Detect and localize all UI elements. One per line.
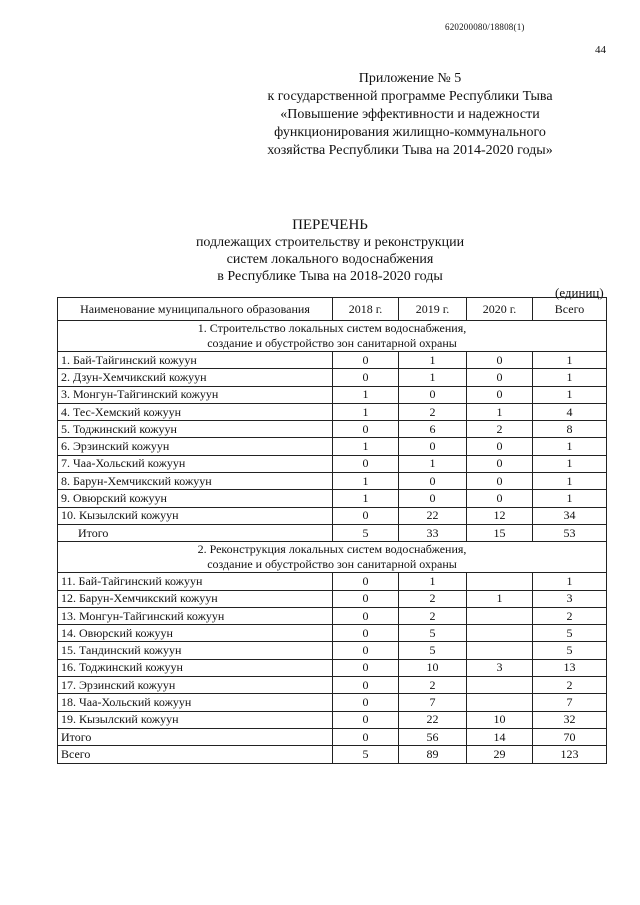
value-2019: 0 — [399, 490, 467, 507]
value-2020 — [467, 625, 533, 642]
table-row — [58, 455, 607, 472]
header-2019: 2019 г. — [399, 298, 467, 321]
grand-total-row — [58, 746, 607, 763]
value-2019: 2 — [399, 590, 467, 607]
value-2018: 0 — [333, 607, 399, 624]
value-total: 4 — [533, 403, 607, 420]
value-total: 7 — [533, 694, 607, 711]
subtotal-2018: 5 — [333, 524, 399, 541]
value-2020: 0 — [467, 352, 533, 369]
subtotal-2020: 14 — [467, 728, 533, 745]
municipality-name: 11. Бай-Тайгинский кожуун — [58, 573, 333, 590]
value-2020: 2 — [467, 421, 533, 438]
value-2018: 0 — [333, 642, 399, 659]
value-2018: 0 — [333, 677, 399, 694]
subtotal-2018: 0 — [333, 728, 399, 745]
value-total: 1 — [533, 369, 607, 386]
grand-total-total: 123 — [533, 746, 607, 763]
value-2020: 0 — [467, 490, 533, 507]
table-row — [58, 590, 607, 607]
table-row — [58, 490, 607, 507]
section-1-line: создание и обустройство зон санитарной охраны — [207, 336, 457, 350]
value-total: 2 — [533, 607, 607, 624]
section-1-subtotal-row — [58, 524, 607, 541]
value-2020: 0 — [467, 369, 533, 386]
section-2-subtotal-row — [58, 728, 607, 745]
value-2020 — [467, 694, 533, 711]
value-2018: 0 — [333, 694, 399, 711]
table-row — [58, 352, 607, 369]
municipality-name: 3. Монгун-Тайгинский кожуун — [58, 386, 333, 403]
municipality-name: 6. Эрзинский кожуун — [58, 438, 333, 455]
municipality-name: 17. Эрзинский кожуун — [58, 677, 333, 694]
document-title: ПЕРЕЧЕНЬ — [292, 217, 368, 233]
value-2019: 2 — [399, 403, 467, 420]
value-2018: 1 — [333, 473, 399, 490]
subtitle-line: в Республике Тыва на 2018-2020 годы — [217, 269, 443, 284]
water-supply-table — [57, 297, 607, 764]
value-2019: 1 — [399, 573, 467, 590]
table-row — [58, 607, 607, 624]
municipality-name: 5. Тоджинский кожуун — [58, 421, 333, 438]
table-row — [58, 677, 607, 694]
value-2019: 22 — [399, 711, 467, 728]
subtotal-2019: 33 — [399, 524, 467, 541]
value-2019: 1 — [399, 352, 467, 369]
value-2019: 1 — [399, 455, 467, 472]
value-total: 8 — [533, 421, 607, 438]
value-2019: 5 — [399, 642, 467, 659]
value-total: 1 — [533, 352, 607, 369]
value-2019: 6 — [399, 421, 467, 438]
table-row — [58, 473, 607, 490]
value-2020: 0 — [467, 473, 533, 490]
section-header-row — [58, 321, 607, 352]
table-row — [58, 438, 607, 455]
value-2020: 12 — [467, 507, 533, 524]
municipality-name: 15. Тандинский кожуун — [58, 642, 333, 659]
value-total: 1 — [533, 473, 607, 490]
subtotal-label: Итого — [58, 728, 333, 745]
header-2020: 2020 г. — [467, 298, 533, 321]
header-name: Наименование муниципального образования — [58, 298, 333, 321]
appendix-line: к государственной программе Республики Тыва — [267, 89, 553, 104]
value-total: 5 — [533, 642, 607, 659]
municipality-name: 7. Чаа-Хольский кожуун — [58, 455, 333, 472]
municipality-name: 14. Овюрский кожуун — [58, 625, 333, 642]
section-1-line: 1. Строительство локальных систем водоснабжения, — [197, 321, 467, 335]
value-2020: 0 — [467, 386, 533, 403]
value-2018: 0 — [333, 711, 399, 728]
subtotal-2019: 56 — [399, 728, 467, 745]
table-row — [58, 642, 607, 659]
section-header-row — [58, 542, 607, 573]
section-2-line: 2. Реконструкция локальных систем водоснабжения, — [197, 542, 467, 557]
value-2018: 0 — [333, 659, 399, 676]
value-2019: 0 — [399, 473, 467, 490]
subtotal-2020: 15 — [467, 524, 533, 541]
value-total: 34 — [533, 507, 607, 524]
municipality-name: 9. Овюрский кожуун — [58, 490, 333, 507]
subtotal-total: 70 — [533, 728, 607, 745]
grand-total-2018: 5 — [333, 746, 399, 763]
table-header-row — [58, 298, 607, 321]
table-row — [58, 659, 607, 676]
municipality-name: 8. Барун-Хемчикский кожуун — [58, 473, 333, 490]
grand-total-label: Всего — [58, 746, 333, 763]
municipality-name: 16. Тоджинский кожуун — [58, 659, 333, 676]
header-total: Всего — [533, 298, 607, 321]
value-2018: 0 — [333, 590, 399, 607]
value-2018: 0 — [333, 573, 399, 590]
municipality-name: 19. Кызылский кожуун — [58, 711, 333, 728]
subtitle-line: систем локального водоснабжения — [226, 252, 434, 267]
value-2020: 1 — [467, 403, 533, 420]
value-total: 2 — [533, 677, 607, 694]
value-2018: 1 — [333, 403, 399, 420]
municipality-name: 18. Чаа-Хольский кожуун — [58, 694, 333, 711]
value-2020: 3 — [467, 659, 533, 676]
value-total: 3 — [533, 590, 607, 607]
table-row — [58, 386, 607, 403]
value-2018: 1 — [333, 386, 399, 403]
document-id: 620200080/18808(1) — [445, 22, 525, 32]
value-2019: 0 — [399, 386, 467, 403]
document-subtitle — [140, 234, 520, 285]
value-2020: 1 — [467, 590, 533, 607]
section-2-line: создание и обустройство зон санитарной охраны — [207, 557, 457, 572]
value-2020 — [467, 677, 533, 694]
value-2020: 0 — [467, 455, 533, 472]
table-row — [58, 369, 607, 386]
table-row — [58, 625, 607, 642]
table-row — [58, 694, 607, 711]
table-row — [58, 421, 607, 438]
table-row — [58, 403, 607, 420]
value-total: 13 — [533, 659, 607, 676]
appendix-line: хозяйства Республики Тыва на 2014-2020 годы» — [267, 143, 553, 158]
value-2018: 0 — [333, 507, 399, 524]
municipality-name: 10. Кызылский кожуун — [58, 507, 333, 524]
value-2019: 7 — [399, 694, 467, 711]
value-2019: 2 — [399, 607, 467, 624]
value-total: 5 — [533, 625, 607, 642]
appendix-line: функционирования жилищно-коммунального — [274, 125, 546, 140]
value-total: 1 — [533, 438, 607, 455]
table-row — [58, 507, 607, 524]
page-number: 44 — [595, 44, 606, 56]
value-2020 — [467, 642, 533, 659]
municipality-name: 12. Барун-Хемчикский кожуун — [58, 590, 333, 607]
municipality-name: 13. Монгун-Тайгинский кожуун — [58, 607, 333, 624]
value-2018: 0 — [333, 352, 399, 369]
table-row — [58, 711, 607, 728]
value-2019: 0 — [399, 438, 467, 455]
value-2019: 5 — [399, 625, 467, 642]
value-2018: 0 — [333, 421, 399, 438]
value-2020 — [467, 573, 533, 590]
value-2018: 0 — [333, 455, 399, 472]
value-total: 1 — [533, 386, 607, 403]
municipality-name: 1. Бай-Тайгинский кожуун — [58, 352, 333, 369]
appendix-line: Приложение № 5 — [358, 71, 462, 86]
subtitle-line: подлежащих строительству и реконструкции — [195, 235, 465, 250]
value-2019: 1 — [399, 369, 467, 386]
value-2020: 0 — [467, 438, 533, 455]
grand-total-2019: 89 — [399, 746, 467, 763]
appendix-line: «Повышение эффективности и надежности — [280, 107, 540, 122]
appendix-header — [240, 70, 580, 160]
value-2019: 10 — [399, 659, 467, 676]
header-2018: 2018 г. — [333, 298, 399, 321]
value-2018: 0 — [333, 625, 399, 642]
subtotal-total: 53 — [533, 524, 607, 541]
value-2020: 10 — [467, 711, 533, 728]
value-total: 32 — [533, 711, 607, 728]
value-2020 — [467, 607, 533, 624]
value-2019: 2 — [399, 677, 467, 694]
value-2018: 1 — [333, 490, 399, 507]
value-2018: 0 — [333, 369, 399, 386]
municipality-name: 4. Тес-Хемский кожуун — [58, 403, 333, 420]
value-total: 1 — [533, 573, 607, 590]
value-2019: 22 — [399, 507, 467, 524]
section-2-heading — [58, 542, 607, 573]
value-total: 1 — [533, 490, 607, 507]
value-2018: 1 — [333, 438, 399, 455]
municipality-name: 2. Дзун-Хемчикский кожуун — [58, 369, 333, 386]
subtotal-label: Итого — [58, 524, 333, 541]
table-row — [58, 573, 607, 590]
value-total: 1 — [533, 455, 607, 472]
section-1-heading — [58, 321, 607, 352]
grand-total-2020: 29 — [467, 746, 533, 763]
units-label: (единиц) — [555, 285, 604, 300]
